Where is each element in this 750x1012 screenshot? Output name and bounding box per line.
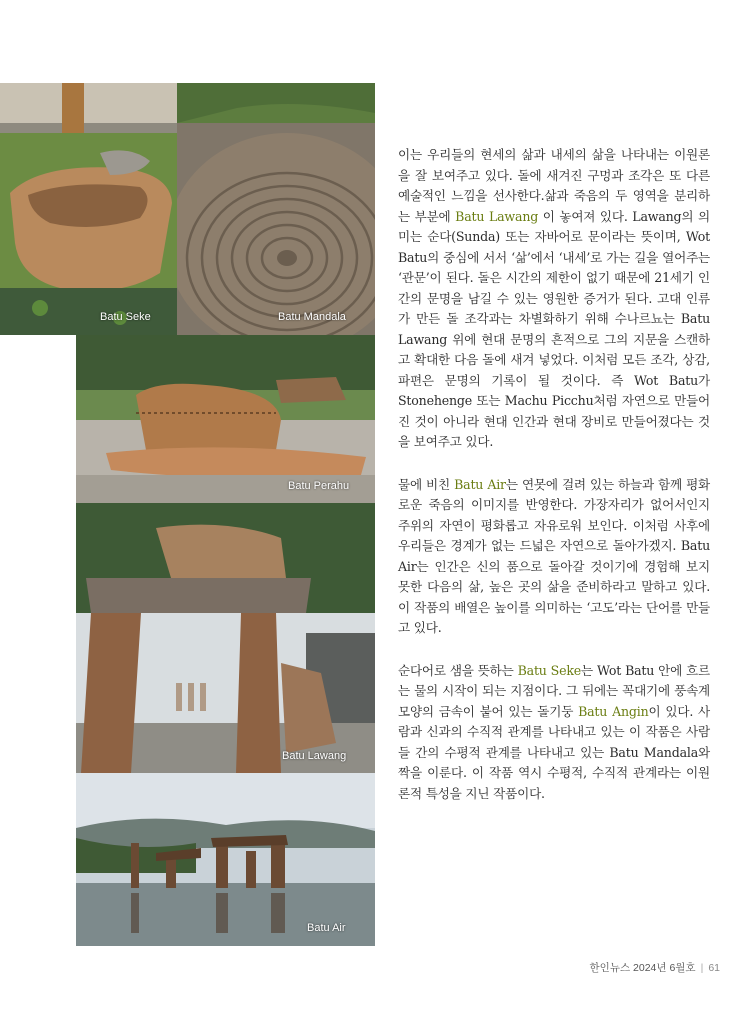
caption-batu-mandala: Batu Mandala xyxy=(278,311,346,323)
paragraph-3 xyxy=(398,661,710,805)
magazine-issue: 한인뉴스 2024년 6월호 xyxy=(589,962,696,974)
article-text xyxy=(398,145,710,826)
p1-text-a: 이는 우리들의 현세의 삶과 내세의 삶을 나타내는 이원론을 잘 보여주고 있다. 돌에 새겨진 구멍과 조각은 또 다른 예술적인 느낌을 선사한다.삶과 죽음의 두 영역을 분리하는 부분에 xyxy=(398,147,710,224)
caption-batu-perahu: Batu Perahu xyxy=(288,480,350,492)
p1-text-b: 이 놓여져 있다. Lawang의 의미는 순다(Sunda) 또는 자바어로 문이라는 뜻이며, Wot Batu의 중심에 서서 ‘삶’에서 ‘내세’로 가는 길을 열어주는 ‘관문’이 된다. 돌은 시간의 제한이 없기 때문에 21세기 인간의 문명을 남길 수 있는 영원한 증거가 된다. 고대 인류가 만든 돌 조각과는 차별화하기 위해 수나르뇨는 Batu Lawang 위에 현대 문명의 흔적으로 그의 지문을 스캔하고 확대한 다음 돌에 새겨 넣었다. 이처럼 모든 조각, 상감, 파편은 문명의 기록이 될 것이다. 즉 Wot Batu가 Stonehenge 또는 Machu Picchu처럼 자연으로 만들어진 것이 아니라 현대 인간과 현대 장비로 만들어졌다는 것을 보여주고 있다. xyxy=(398,208,710,449)
highlight-batu-lawang: Batu Lawang xyxy=(455,208,539,224)
caption-batu-lawang: Batu Lawang xyxy=(282,750,347,762)
paragraph-1 xyxy=(398,145,710,453)
highlight-batu-seke: Batu Seke xyxy=(517,662,582,678)
p3-text-b: 는 Wot Batu 안에 흐르는 물의 시작이 되는 지점이다. 그 뒤에는 꼭대기에 풍속계 모양의 금속이 붙어 있는 돌기둥 xyxy=(398,662,710,719)
photo-batu-perahu xyxy=(76,335,375,503)
footer-separator: | xyxy=(700,962,704,974)
photo-batu-air xyxy=(76,773,375,946)
caption-batu-air: Batu Air xyxy=(307,922,346,934)
photo-batu-lawang xyxy=(76,503,375,773)
page-footer xyxy=(520,960,720,975)
p3-text-a: 순다어로 샘을 뜻하는 xyxy=(398,662,518,678)
caption-batu-seke: Batu Seke xyxy=(100,311,151,323)
photo-batu-mandala xyxy=(177,83,375,335)
page-number: 61 xyxy=(708,962,720,974)
highlight-batu-air: Batu Air xyxy=(454,476,506,492)
highlight-batu-angin: Batu Angin xyxy=(578,703,649,719)
p2-text-a: 물에 비친 xyxy=(398,476,455,492)
p2-text-b: 는 연못에 걸려 있는 하늘과 함께 평화로운 죽음의 이미지를 반영한다. 가장자리가 없어서인지 주위의 자연이 평화롭고 자유로워 보인다. 이처럼 사후에 우리들은 경계가 없는 드넓은 자연으로 돌아가겠지. Batu Air는 인간은 신의 품으로 돌아갈 것이기에 경험해 보지 못한 다음의 삶, 높은 곳의 삶을 준비하라고 말하고 있다. 이 작품의 배열은 높이를 의미하는 ‘고도’라는 단어를 만들고 있다. xyxy=(398,476,711,635)
paragraph-2 xyxy=(398,475,710,639)
photo-batu-seke xyxy=(0,83,177,335)
p3-text-c: 이 있다. 사람과 신과의 수직적 관계를 나타내고 있는 이 작품은 사람들 간의 수평적 관계를 나타내고 있는 Batu Mandala와 짝을 이룬다. 이 작품 역시 수평적, 수직적 관계라는 이원론적 특성을 지닌 작품이다. xyxy=(398,703,710,801)
